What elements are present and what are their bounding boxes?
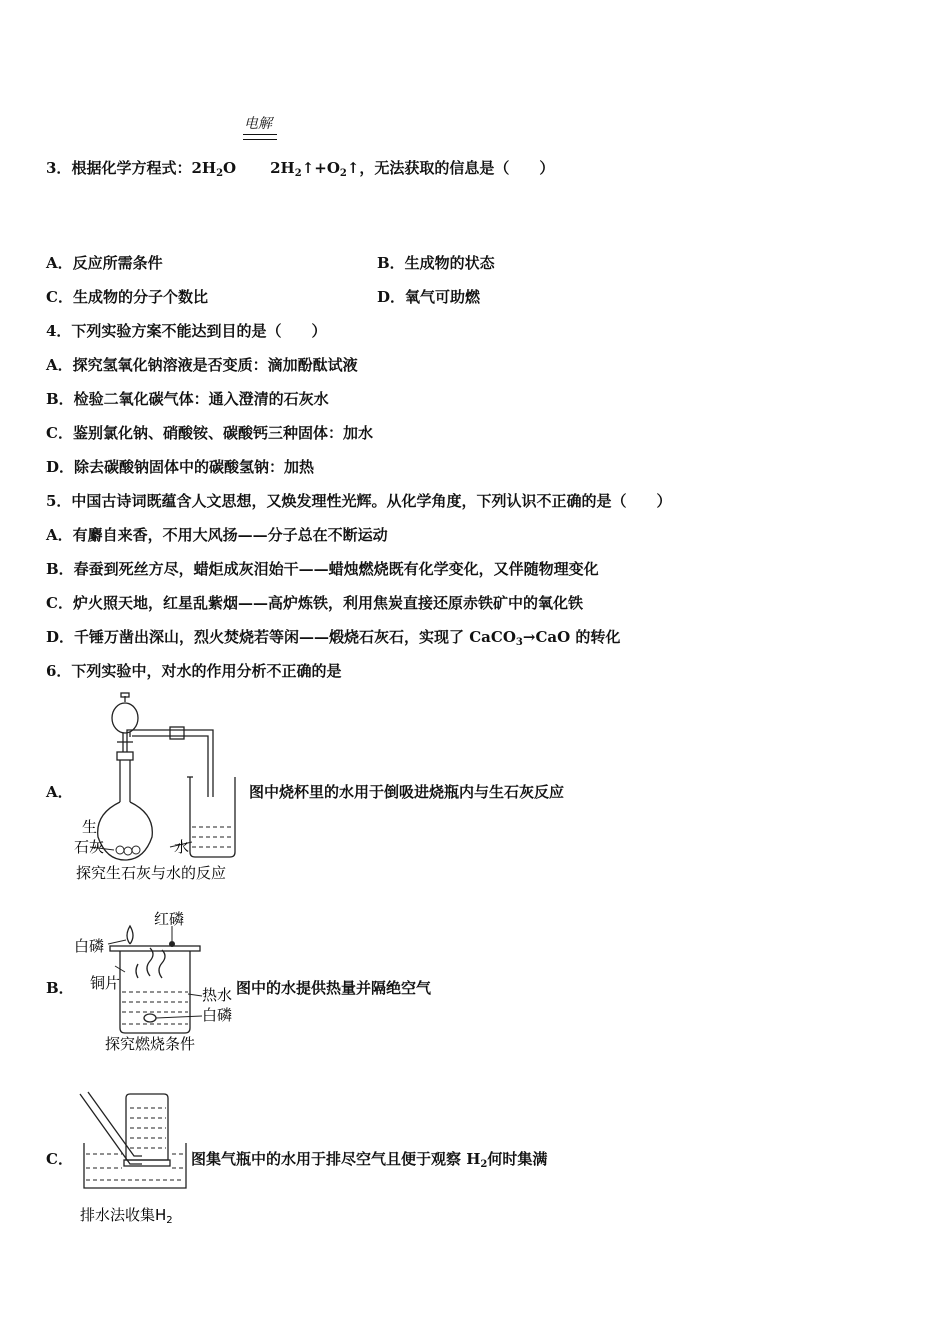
reaction-condition: 电解 xyxy=(244,116,272,132)
equals-line-bottom xyxy=(243,139,277,140)
apparatus-combustion-figure xyxy=(70,906,240,1056)
q4-option-a[interactable]: A．探究氢氧化钠溶液是否变质：滴加酚酞试液 xyxy=(46,356,358,374)
q5-option-a[interactable]: A．有麝自来香，不用大风扬——分子总在不断运动 xyxy=(46,526,388,544)
label-hot-water: 热水 xyxy=(202,986,233,1004)
label-copper-plate: 铜片 xyxy=(90,974,121,992)
q4-option-d[interactable]: D．除去碳酸钠固体中的碳酸氢钠：加热 xyxy=(46,458,315,476)
label-lime-2: 石灰 xyxy=(74,838,105,856)
q5-option-b[interactable]: B．春蚕到死丝方尽，蜡炬成灰泪始干——蜡烛燃烧既有化学变化，又伴随物理变化 xyxy=(46,560,599,578)
q5-option-d[interactable]: D．千锤万凿出深山，烈火焚烧若等闲——煅烧石灰石，实现了 CaCO$_3$→CaO 的转化 xyxy=(46,628,621,648)
question-5-stem: 5．中国古诗词既蕴含人文思想，又焕发理性光辉。从化学角度，下列认识不正确的是（ ） xyxy=(46,492,672,510)
q3-option-b[interactable]: B．生成物的状态 xyxy=(377,254,495,272)
question-6-stem: 6．下列实验中，对水的作用分析不正确的是 xyxy=(46,662,342,680)
q6-option-b-text[interactable]: 图中的水提供热量并隔绝空气 xyxy=(236,979,432,997)
figure-b-caption: 探究燃烧条件 xyxy=(105,1035,196,1053)
q4-option-b[interactable]: B．检验二氧化碳气体：通入澄清的石灰水 xyxy=(46,390,329,408)
q6-option-a-text[interactable]: 图中烧杯里的水用于倒吸进烧瓶内与生石灰反应 xyxy=(249,783,565,801)
q6-option-c-label[interactable]: C． xyxy=(46,1150,73,1168)
label-red-phosphorus: 红磷 xyxy=(154,910,185,928)
q6-option-b-label[interactable]: B． xyxy=(46,979,74,997)
figure-c-caption: 排水法收集$H_2$ xyxy=(80,1206,173,1226)
q3-option-d[interactable]: D．氧气可助燃 xyxy=(377,288,481,306)
label-white-phosphorus-2: 白磷 xyxy=(202,1006,233,1024)
q3-option-c[interactable]: C．生成物的分子个数比 xyxy=(46,288,208,306)
label-lime-1: 生 xyxy=(82,818,98,836)
q5-option-c[interactable]: C．炉火照天地，红星乱紫烟——高炉炼铁，利用焦炭直接还原赤铁矿中的氧化铁 xyxy=(46,594,583,612)
label-water: 水 xyxy=(174,838,190,856)
question-3-stem: 3．根据化学方程式：$2H_2O$ $2H_2↑+O_2↑$，无法获取的信息是（ ） xyxy=(46,159,555,179)
q4-option-c[interactable]: C．鉴别氯化钠、硝酸铵、碳酸钙三种固体：加水 xyxy=(46,424,373,442)
apparatus-water-displacement-figure xyxy=(74,1088,194,1228)
apparatus-lime-water-figure xyxy=(70,692,250,884)
q3-option-a[interactable]: A．反应所需条件 xyxy=(46,254,163,272)
q6-option-c-text[interactable]: 图集气瓶中的水用于排尽空气且便于观察 $H_2$何时集满 xyxy=(191,1150,548,1170)
label-white-phosphorus: 白磷 xyxy=(74,937,105,955)
figure-a-caption: 探究生石灰与水的反应 xyxy=(76,864,227,882)
q6-option-a-label[interactable]: A． xyxy=(46,783,73,801)
equals-line-top xyxy=(243,134,277,135)
question-4-stem: 4．下列实验方案不能达到目的是（ ） xyxy=(46,322,327,340)
